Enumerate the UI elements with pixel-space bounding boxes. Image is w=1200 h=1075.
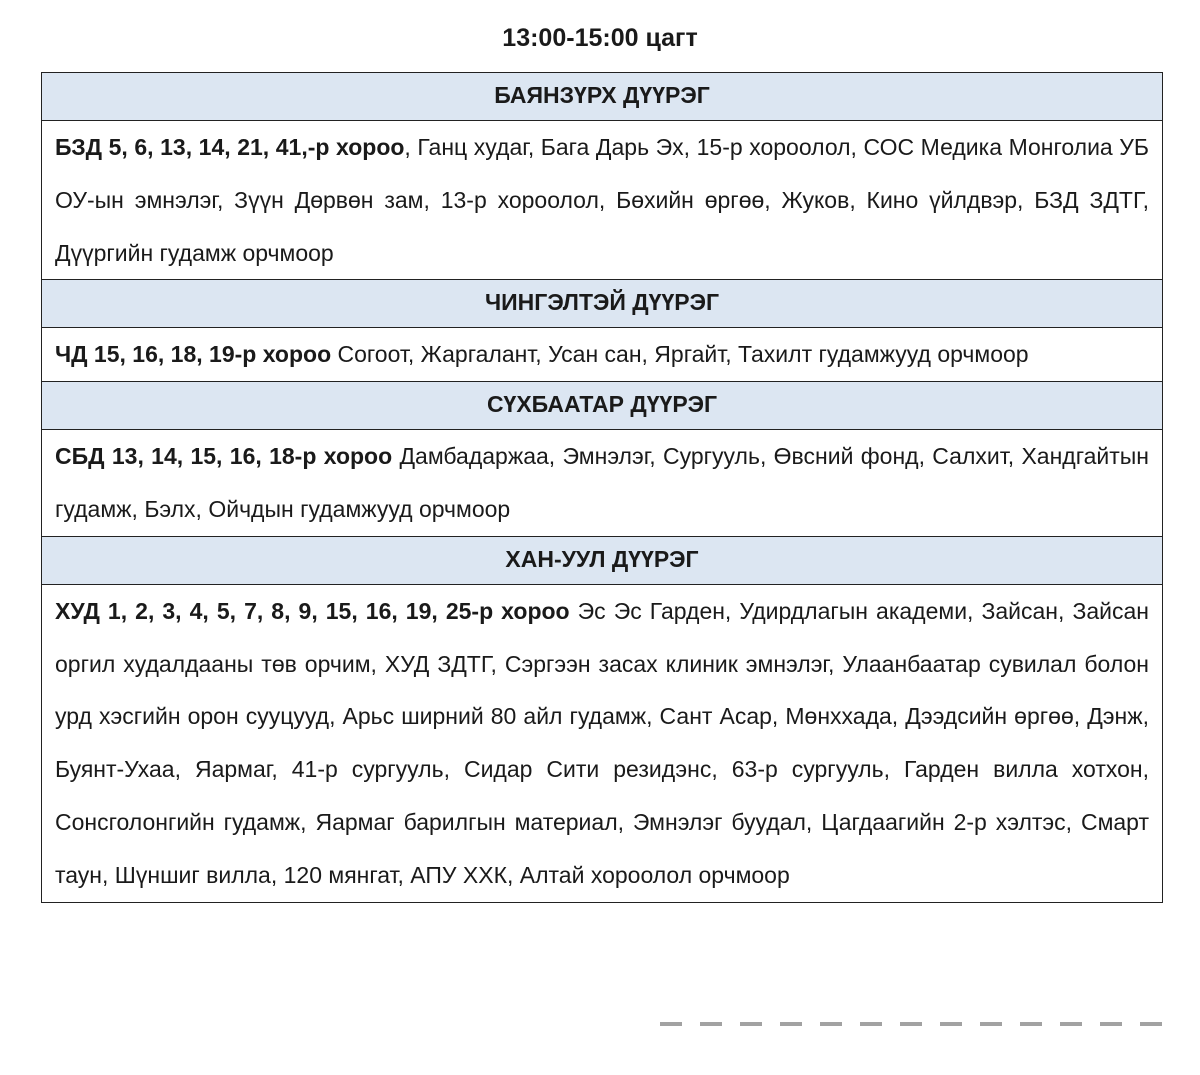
district-header-bayanzurkh: БАЯНЗҮРХ ДҮҮРЭГ: [42, 73, 1162, 121]
khoroo-list: ХУД 1, 2, 3, 4, 5, 7, 8, 9, 15, 16, 19, 25-р хороо: [55, 597, 570, 624]
area-list: Дамбадаржаа, Эмнэлэг, Сургууль, Өвсний фонд, Салхит, Хандгайтын гудамж, Бэлх, Ойчдын гудамжууд орчмоор: [55, 443, 1149, 522]
footer-dashed-line: [660, 1022, 1162, 1026]
khoroo-list: ЧД 15, 16, 18, 19-р хороо: [55, 341, 332, 368]
district-areas-khan-uul: [42, 585, 1162, 902]
district-schedule-table: [41, 72, 1163, 903]
district-header-khan-uul: ХАН-УУЛ ДҮҮРЭГ: [42, 537, 1162, 585]
district-header-chingeltei: ЧИНГЭЛТЭЙ ДҮҮРЭГ: [42, 280, 1162, 328]
khoroo-list: БЗД 5, 6, 13, 14, 21, 41,-р хороо: [55, 134, 405, 160]
khoroo-list: СБД 13, 14, 15, 16, 18-р хороо: [55, 443, 393, 470]
district-areas-chingeltei: [42, 328, 1162, 382]
cropped-title-remnant: [0, 0, 1200, 6]
area-list: , Ганц худаг, Бага Дарь Эх, 15-р хороолол, СОС Медика Монголиа УБ ОУ-ын эмнэлэг, Зүүн Дөрвөн зам, 13-р хороолол, Бөхийн өргөө, Жуков, Кино үйлдвэр, БЗД ЗДТГ, Дүүргийн гудамж орчмоор: [55, 134, 1149, 266]
schedule-time: 13:00-15:00 цагт: [502, 24, 698, 52]
district-areas-bayanzurkh: [42, 121, 1162, 280]
area-list: Согоот, Жаргалант, Усан сан, Яргайт, Тахилт гудамжууд орчмоор: [331, 341, 1029, 368]
area-list: Эс Эс Гарден, Удирдлагын академи, Зайсан, Зайсан оргил худалдааны төв орчим, ХУД ЗДТГ, Сэргээн засах клиник эмнэлэг, Улаанбаатар сувилал болон урд хэсгийн орон сууцууд, Арьс ширний 80 айл гудамж, Сант Асар, Мөнххада, Дээдсийн өргөө, Дэнж, Буянт-Ухаа, Яармаг, 41-р сургууль, Сидар Сити резидэнс, 63-р сургууль, Гарден вилла хотхон, Сонсголонгийн гудамж, Яармаг барилгын материал, Эмнэлэг буудал, Цагдаагийн 2-р хэлтэс, Смарт таун, Шүншиг вилла, 120 мянгат, АПУ ХХК, Алтай хороолол орчмоор: [55, 597, 1149, 888]
district-header-sukhbaatar: СҮХБААТАР ДҮҮРЭГ: [42, 382, 1162, 430]
district-areas-sukhbaatar: [42, 430, 1162, 537]
